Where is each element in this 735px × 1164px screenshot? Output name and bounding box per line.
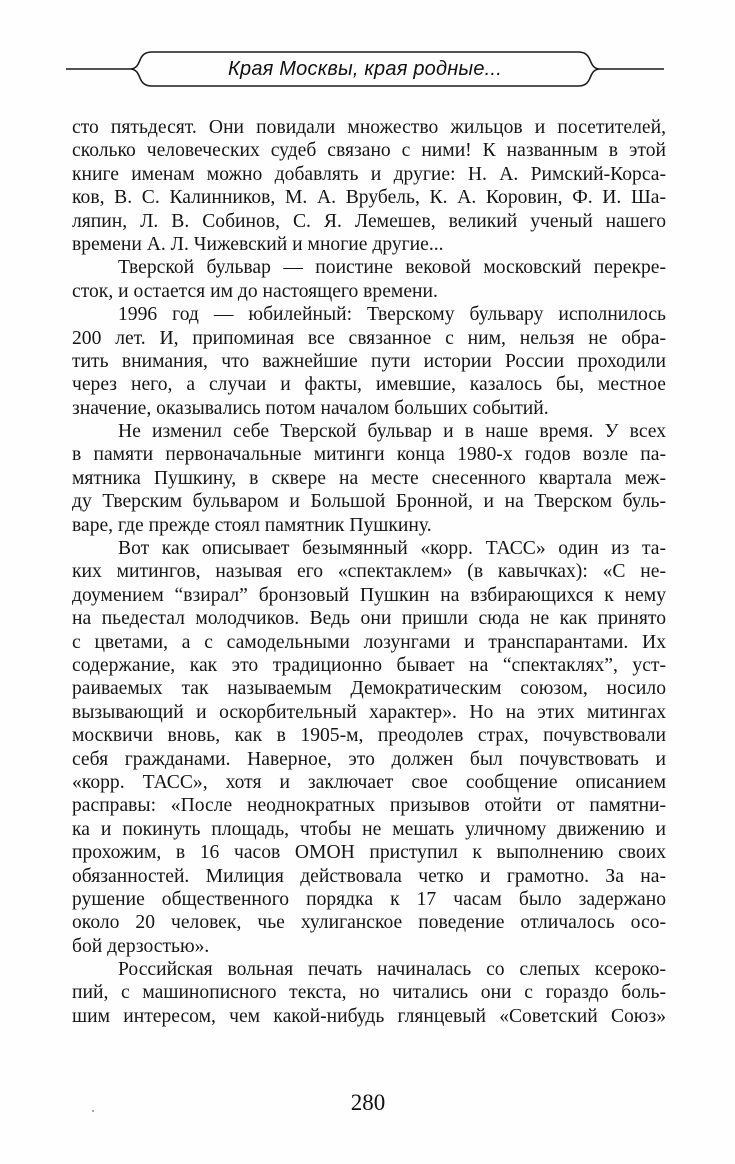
text-line: в памяти первоначальные митинги конца 1980-х годов возле па- xyxy=(72,444,666,466)
page-number: 280 xyxy=(350,1090,386,1115)
text-line: расправы: «После неоднократных призывов отойти от памятни- xyxy=(72,795,666,817)
text-line: варе, где прежде стоял памятник Пушкину. xyxy=(72,514,432,536)
text-line: через него, а случаи и факты, имевшие, казалось бы, местное xyxy=(72,374,666,396)
text-line: ка и покинуть площадь, чтобы не мешать уличному движению и xyxy=(72,818,666,840)
text-line: ких митингов, называя его «спектаклем» (в кавычках): «С не- xyxy=(72,561,666,583)
text-line: на пьедестал молодчиков. Ведь они пришли сюда не как принято xyxy=(72,608,666,630)
text-line: ков, В. С. Калинников, М. А. Врубель, К. А. Коровин, Ф. И. Ша- xyxy=(72,187,666,209)
text-line: рушение общественного порядка к 17 часам было задержано xyxy=(72,888,666,910)
running-header-title: Края Москвы, края родные... xyxy=(228,58,502,80)
print-speck xyxy=(92,1110,94,1112)
text-line: 1996 год — юбилейный: Тверскому бульвару исполнилось xyxy=(118,304,666,326)
body-text xyxy=(72,116,666,1028)
text-line: Российская вольная печать начиналась со слепых ксероко- xyxy=(118,959,666,981)
text-line: прохожим, в 16 часов ОМОН приступил к выполнению своих xyxy=(72,842,666,864)
text-line: раиваемых так называемым Демократическим союзом, носило xyxy=(72,678,666,700)
text-line: значение, оказывались потом началом больших событий. xyxy=(72,397,549,419)
text-line: москвичи вновь, как в 1905-м, преодолев страх, почувствовали xyxy=(72,725,666,747)
text-line: шим интересом, чем какой-нибудь глянцевый «Советский Союз» xyxy=(72,1005,666,1027)
text-line: сток, и остается им до настоящего времени. xyxy=(72,280,438,302)
text-line: вызывающий и оскорбительный характер». Но на этих митингах xyxy=(72,701,666,723)
text-line: себя гражданами. Наверное, это должен был почувствовать и xyxy=(72,748,666,770)
text-line: книге именам можно добавлять и другие: Н. А. Римский-Корса- xyxy=(72,163,666,185)
text-line: с цветами, а с самодельными лозунгами и транспарантами. Их xyxy=(72,631,666,653)
text-line: времени А. Л. Чижевский и многие другие... xyxy=(72,233,444,255)
text-line: сто пятьдесят. Они повидали множество жильцов и посетителей, xyxy=(72,117,666,138)
text-line: пий, с машинописного текста, но читались они с гораздо боль- xyxy=(72,982,666,1004)
text-line: Тверской бульвар — поистине вековой московский перекре- xyxy=(118,257,666,279)
text-line: «корр. ТАСС», хотя и заключает свое сообщение описанием xyxy=(72,771,666,793)
text-line: доумением “взирал” бронзовый Пушкин на взбирающихся к нему xyxy=(72,584,666,606)
text-line: сколько человеческих судеб связано с ними! К названным в этой xyxy=(72,140,666,162)
text-line: мятника Пушкину, в сквере на месте снесенного квартала меж- xyxy=(72,467,666,489)
text-line: Не изменил себе Тверской бульвар и в наше время. У всех xyxy=(118,421,666,443)
text-line: ляпин, Л. В. Собинов, С. Я. Лемешев, великий ученый нашего xyxy=(72,210,666,232)
text-line: бой дерзостью». xyxy=(72,935,210,957)
text-line: содержание, как это традиционно бывает на “спектаклях”, уст- xyxy=(72,654,666,676)
running-header xyxy=(66,48,664,90)
text-line: обязанностей. Милиция действовала четко и грамотно. За на- xyxy=(72,865,666,887)
text-line: тить внимания, что важнейшие пути истории России проходили xyxy=(72,350,666,372)
text-line: около 20 человек, чье хулиганское поведение отличалось осо- xyxy=(72,912,666,934)
text-line: 200 лет. И, припоминая все связанное с ним, нельзя не обра- xyxy=(72,327,666,349)
text-line: Вот как описывает безымянный «корр. ТАСС» один из та- xyxy=(118,538,666,560)
text-line: ду Тверским бульваром и Большой Бронной, и на Тверском буль- xyxy=(72,491,666,513)
